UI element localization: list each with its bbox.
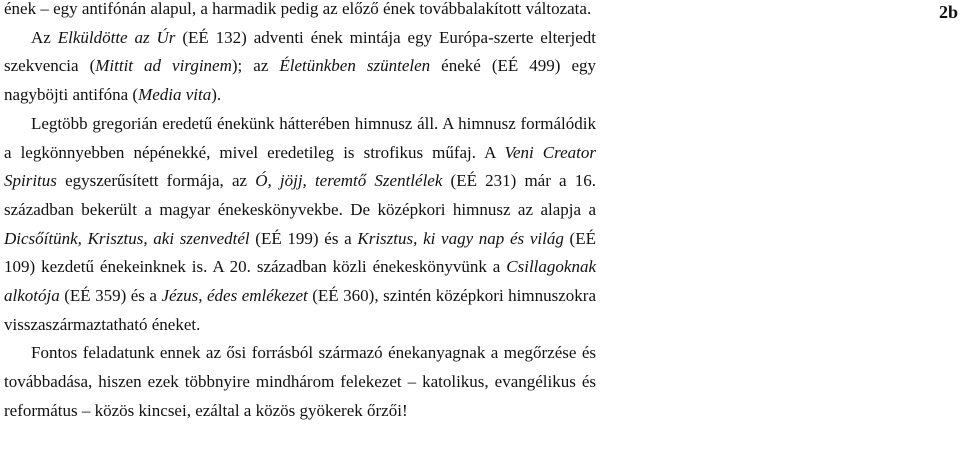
paragraph-elkuldotte [4,24,596,110]
song-title: Media vita [138,85,212,105]
page-number-label: 2b [938,2,958,22]
text-run: ). [211,85,222,105]
paragraph-text: Fontos feladatunk ennek az ősi forrásból származó énekanyagnak a megőrzése és továbbadása, hiszen ezek többnyire mindhárom felekezet – katolikus, evangélikus és református – közös kincsei, ezáltal a közös gyökerek őrzői! [4,343,596,420]
paragraph-continuation [4,0,596,24]
text-run: (EÉ 199) és a [249,228,358,248]
song-title: Ó, jöjj, teremtő Szentlélek [255,171,443,191]
paragraph-text: ének – egy antifónán alapul, a harmadik pedig az előző ének továbbalakított változata. [4,0,592,18]
song-title: Elküldötte az Úr [57,27,176,47]
document-body [4,0,596,426]
song-title: Életünkben szüntelen [279,56,431,76]
text-run: (EÉ 360), szintén középkori himnuszokra visszaszármaztatható éneket. [4,286,596,334]
song-title: Csillagoknak alkotója [4,257,596,306]
paragraph-himnusz [4,110,596,340]
paragraph-fontos-feladatunk [4,339,596,425]
text-run: (EÉ 231) már a 16. században bekerült a magyar énekeskönyvekbe. De középkori himnusz az alapja a [4,171,596,219]
text-run: (EÉ 109) kezdetű énekeinknek is. A 20. században közli énekeskönyvünk a [4,228,596,277]
song-title: Jézus, édes emlékezet [161,286,308,306]
text-run: ); az [231,56,280,76]
text-run: éneké (EÉ 499) egy nagyböjti antifóna ( [4,56,596,105]
text-run: egyszerűsített formája, az [56,171,256,191]
song-title: Dicsőítünk, Krisztus, aki szenvedtél [4,228,250,248]
text-run: Legtöbb gregorián eredetű énekünk hátterében himnusz áll. A himnusz formálódik a legkönnyebben népénekké, mivel eredetileg is strofikus műfaj. A [4,113,596,162]
text-run: Az [31,27,58,47]
song-title: Veni Creator Spiritus [4,142,596,191]
text-run: (EÉ 132) adventi ének mintája egy Európa-szerte elterjedt szekvencia ( [4,27,596,76]
song-title: Krisztus, ki vagy nap és világ [357,228,564,248]
song-title: Mittit ad virginem [95,56,232,76]
text-run: (EÉ 359) és a [59,286,162,306]
